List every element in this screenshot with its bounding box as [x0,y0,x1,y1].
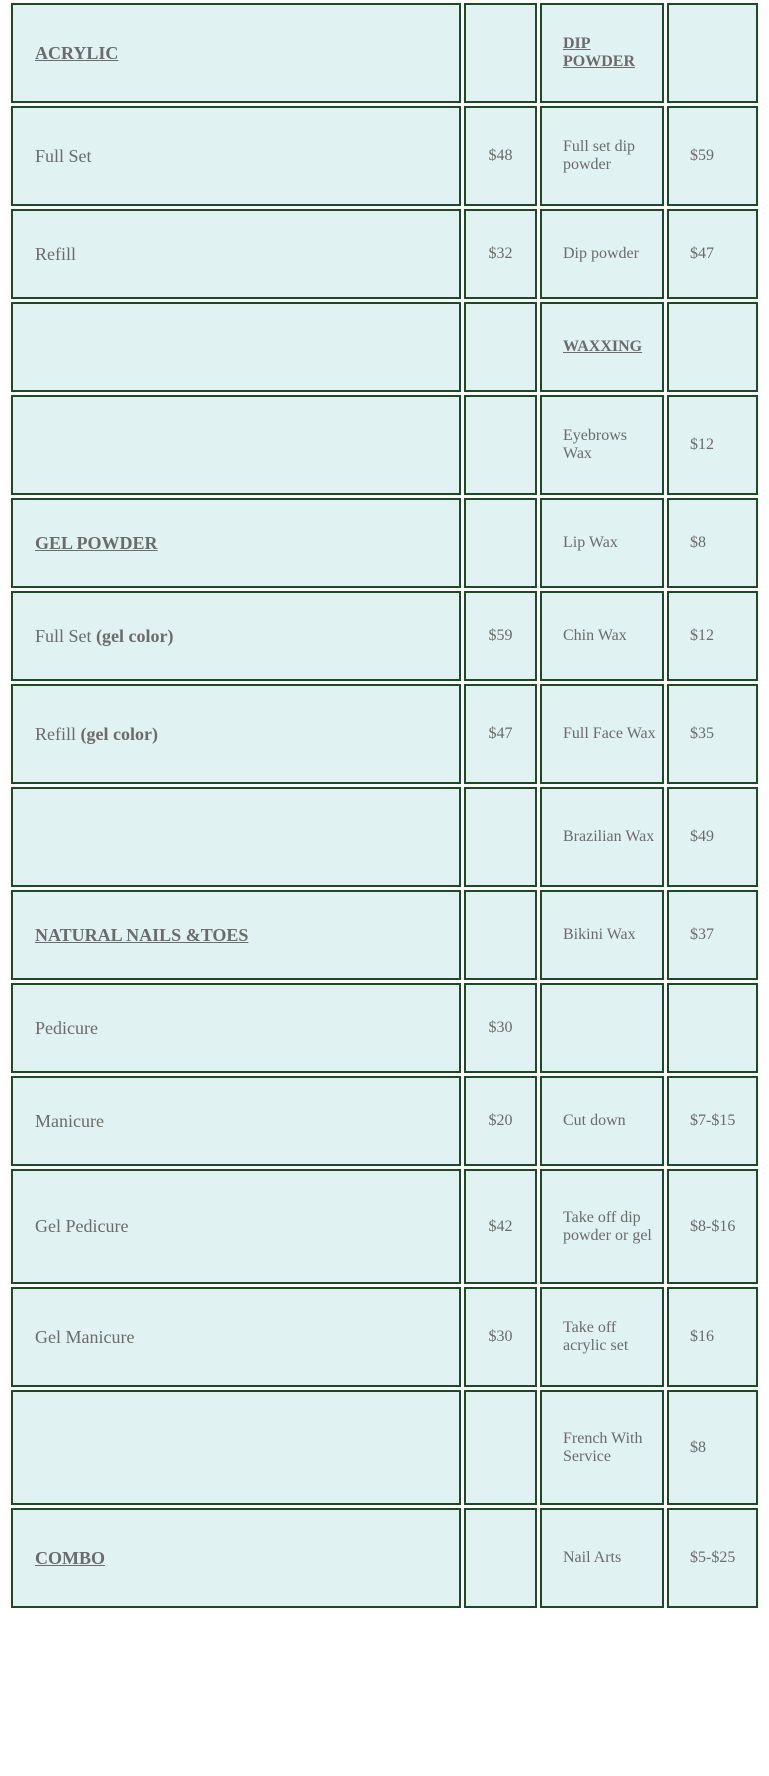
service-name: Take off dip powder or gel [563,1208,652,1244]
left-price-cell [464,1508,537,1608]
right-service-cell [540,1076,664,1166]
table-row [11,983,758,1073]
left-price-cell [464,684,537,784]
service-name: Nail Arts [563,1549,622,1566]
left-price-cell [464,787,537,887]
table-row [11,3,758,103]
left-service-cell [11,983,461,1073]
table-row [11,1508,758,1608]
left-price-cell [464,1287,537,1387]
service-price: $49 [690,828,714,845]
left-price-cell [464,983,537,1073]
left-service-cell [11,1076,461,1166]
table-row [11,1076,758,1166]
right-service-cell [540,1169,664,1284]
section-heading: NATURAL NAILS &TOES [35,924,249,945]
left-service-cell [11,1287,461,1387]
service-price: $20 [488,1112,513,1129]
left-service-cell [11,3,461,103]
table-row [11,1287,758,1387]
service-name: Eyebrows Wax [563,427,631,462]
left-service-cell [11,1508,461,1608]
service-name: Cut down [563,1112,626,1129]
table-row [11,395,758,495]
right-price-cell [667,1076,758,1166]
service-price: $59 [488,627,513,644]
table-row [11,106,758,206]
right-price-cell [667,302,758,392]
right-price-cell [667,3,758,103]
left-service-cell [11,591,461,681]
table-row [11,1390,758,1505]
service-name: Gel Manicure [35,1326,135,1347]
service-price: $8 [690,534,706,551]
right-price-cell [667,498,758,588]
section-heading: ACRYLIC [35,42,119,63]
right-price-cell [667,684,758,784]
service-name: Full Set [35,625,97,646]
price-menu-table [8,0,761,1611]
service-price: $37 [690,926,714,943]
service-price: $30 [488,1328,513,1345]
service-name: Take off acrylic set [563,1319,629,1354]
left-price-cell [464,106,537,206]
table-row [11,209,758,299]
service-price: $32 [488,245,513,262]
service-name: Brazilian Wax [563,828,655,845]
service-price: $8-$16 [690,1217,736,1235]
right-price-cell [667,1508,758,1608]
service-name: French With Service [563,1429,647,1465]
service-price: $12 [690,627,714,644]
service-name: Full Face Wax [563,725,656,742]
right-service-cell [540,684,664,784]
right-service-cell [540,1287,664,1387]
left-price-cell [464,395,537,495]
table-row [11,684,758,784]
left-price-cell [464,1076,537,1166]
right-price-cell [667,106,758,206]
price-menu-body [11,3,758,1608]
right-service-cell [540,787,664,887]
service-price: $47 [488,725,513,742]
service-note: (gel color) [80,723,158,744]
service-name: Refill [35,723,81,744]
right-service-cell [540,209,664,299]
right-price-cell [667,1169,758,1284]
table-row [11,787,758,887]
service-name: Lip Wax [563,534,618,551]
section-heading: GEL POWDER [35,532,158,553]
left-price-cell [464,591,537,681]
right-price-cell [667,1390,758,1505]
left-service-cell [11,498,461,588]
service-price: $35 [690,725,714,742]
service-name: Full set dip powder [563,138,640,173]
right-service-cell [540,1390,664,1505]
right-service-cell [540,983,664,1073]
right-price-cell [667,395,758,495]
right-price-cell [667,1287,758,1387]
left-service-cell [11,1169,461,1284]
right-service-cell [540,302,664,392]
service-name: Chin Wax [563,627,627,644]
service-price: $59 [690,147,714,164]
section-heading: DIP POWDER [563,35,635,70]
service-name: Bikini Wax [563,926,636,943]
service-price: $47 [690,245,714,262]
service-price: $42 [488,1217,513,1235]
service-name: Manicure [35,1110,104,1131]
table-row [11,890,758,980]
service-price: $8 [690,1438,706,1456]
left-service-cell [11,1390,461,1505]
service-price: $7-$15 [690,1112,736,1129]
left-service-cell [11,302,461,392]
table-row [11,302,758,392]
left-price-cell [464,302,537,392]
left-price-cell [464,498,537,588]
table-row [11,498,758,588]
section-heading: COMBO [35,1547,105,1568]
service-name: Refill [35,243,76,264]
right-price-cell [667,209,758,299]
right-service-cell [540,591,664,681]
section-heading: WAXXING [563,338,643,355]
left-service-cell [11,787,461,887]
left-price-cell [464,1169,537,1284]
left-service-cell [11,890,461,980]
right-price-cell [667,787,758,887]
left-price-cell [464,890,537,980]
service-name: Gel Pedicure [35,1216,129,1236]
service-name: Pedicure [35,1017,98,1038]
left-price-cell [464,1390,537,1505]
right-service-cell [540,395,664,495]
right-service-cell [540,890,664,980]
service-price: $30 [488,1019,513,1036]
left-service-cell [11,209,461,299]
right-service-cell [540,3,664,103]
service-price: $16 [690,1328,714,1345]
right-service-cell [540,498,664,588]
right-price-cell [667,591,758,681]
table-row [11,1169,758,1284]
service-note: (gel color) [96,625,174,646]
left-price-cell [464,3,537,103]
right-price-cell [667,890,758,980]
left-service-cell [11,684,461,784]
right-service-cell [540,1508,664,1608]
left-price-cell [464,209,537,299]
left-service-cell [11,106,461,206]
left-service-cell [11,395,461,495]
right-price-cell [667,983,758,1073]
service-price: $5-$25 [690,1549,736,1566]
service-name: Dip powder [563,245,639,262]
service-price: $12 [690,436,714,453]
service-price: $48 [488,147,513,164]
table-row [11,591,758,681]
right-service-cell [540,106,664,206]
service-name: Full Set [35,145,92,166]
